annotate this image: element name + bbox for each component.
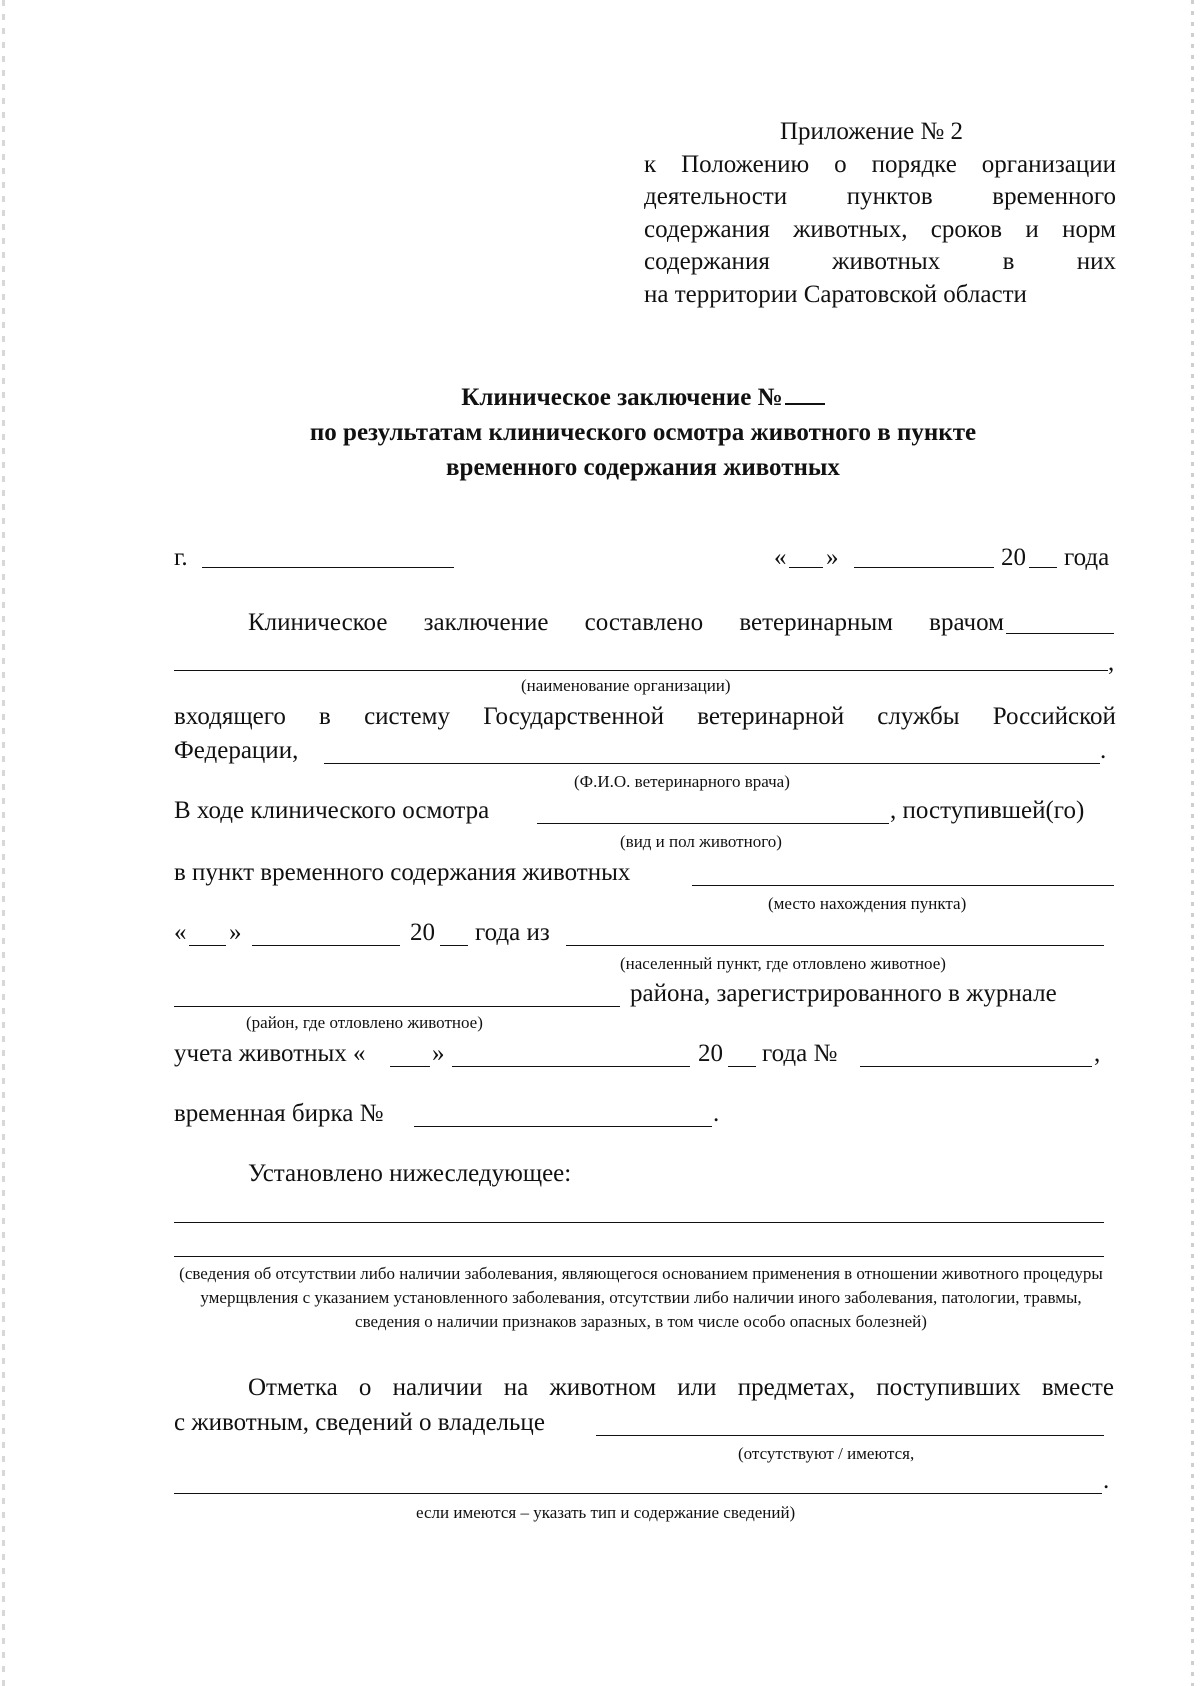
document-title — [170, 380, 1116, 485]
findings-field-1[interactable] — [174, 1222, 1104, 1223]
owner-details-field[interactable] — [174, 1493, 1102, 1494]
caption-point-location: (место нахождения пункта) — [768, 894, 967, 913]
tag-period: . — [713, 1100, 720, 1127]
arrival-year-prefix: 20 — [410, 919, 435, 946]
date-close-quote: » — [826, 544, 839, 571]
scan-edge-right — [1191, 0, 1194, 1686]
tag-number-field[interactable] — [414, 1126, 712, 1127]
date-year-prefix: 20 — [1001, 544, 1026, 571]
org-comma: , — [1108, 649, 1115, 676]
appendix-line-3: содержания животных, сроков и норм — [644, 215, 1116, 243]
date-day-field[interactable] — [789, 567, 823, 568]
findings-field-2[interactable] — [174, 1256, 1104, 1257]
conclusion-number-field[interactable] — [785, 383, 825, 405]
findings-note: (сведения об отсутствии либо наличии заболевания, являющегося основанием применения в отношении животного процедуры умерщвления с указанием установленного заболевания, отсутствии либо наличии иного заболевания, патологии, травмы, сведения о наличии признаков заразных, в том числе особо опасных болезней) — [179, 1264, 1103, 1331]
federation-label: Федерации, — [174, 737, 299, 764]
title-line-2: по результатам клинического осмотра животного в пункте — [309, 419, 977, 446]
city-label: г. — [174, 544, 188, 571]
settlement-field[interactable] — [566, 945, 1104, 946]
intro-line: Клиническое заключение составлено ветеринарным врачом — [248, 609, 1004, 636]
caption-animal-type: (вид и пол животного) — [620, 832, 782, 851]
owner-info-field[interactable] — [596, 1435, 1104, 1436]
caption-owner-2: если имеются – указать тип и содержание сведений) — [416, 1503, 796, 1522]
arrival-month-field[interactable] — [252, 945, 400, 946]
scan-edge-left — [2, 0, 5, 1686]
vet-name-field[interactable] — [324, 763, 1100, 764]
owner-period: . — [1103, 1467, 1110, 1494]
owner-label: с животным, сведений о владельце — [174, 1409, 545, 1436]
arrival-day-field[interactable] — [189, 945, 226, 946]
system-line: входящего в систему Государственной ветеринарной службы Российской — [174, 703, 1116, 730]
journal-day-field[interactable] — [390, 1066, 430, 1067]
point-label: в пункт временного содержания животных — [174, 859, 631, 886]
caption-district: (район, где отловлено животное) — [246, 1013, 483, 1032]
established-label: Установлено нижеследующее: — [248, 1160, 572, 1187]
appendix-line-5: на территории Саратовской области — [644, 280, 1027, 308]
date-month-field[interactable] — [854, 567, 994, 568]
point-location-field[interactable] — [692, 885, 1114, 886]
appendix-line-2: деятельности пунктов временного — [644, 183, 1116, 210]
journal-number-field[interactable] — [860, 1066, 1092, 1067]
federation-period: . — [1100, 737, 1107, 764]
caption-settlement: (населенный пункт, где отловлено животное) — [620, 954, 946, 973]
journal-year-prefix: 20 — [698, 1040, 723, 1067]
date-year-field[interactable] — [1029, 567, 1057, 568]
tag-label: временная бирка № — [174, 1100, 384, 1127]
appendix-block — [644, 116, 1116, 311]
caption-owner-1: (отсутствуют / имеются, — [738, 1444, 915, 1463]
journal-close-quote: » — [432, 1040, 445, 1067]
date-year-suffix: года — [1064, 544, 1110, 571]
caption-vet-name: (Ф.И.О. ветеринарного врача) — [574, 772, 790, 791]
animal-type-field[interactable] — [537, 823, 889, 824]
journal-year-field[interactable] — [728, 1066, 756, 1067]
title-line-3: временного содержания животных — [446, 454, 840, 481]
caption-organization: (наименование организации) — [521, 676, 731, 695]
journal-comma: , — [1094, 1040, 1101, 1067]
arrival-from-label: года из — [475, 919, 550, 946]
journal-number-label: года № — [762, 1040, 838, 1067]
district-field[interactable] — [174, 1006, 620, 1007]
exam-label: В ходе клинического осмотра — [174, 797, 490, 824]
appendix-line-1: к Положению о порядке организации — [644, 150, 1116, 178]
city-field[interactable] — [202, 567, 454, 568]
journal-month-field[interactable] — [452, 1066, 690, 1067]
appendix-line-4: содержания животных в них — [644, 248, 1116, 275]
arrival-open-quote: « — [174, 919, 187, 946]
exam-arrived-label: , поступившей(го) — [890, 797, 1085, 824]
organization-field[interactable] — [174, 670, 1108, 671]
journal-label: учета животных « — [174, 1040, 366, 1067]
district-label: района, зарегистрированного в журнале — [630, 980, 1057, 1007]
arrival-close-quote: » — [229, 919, 242, 946]
date-open-quote: « — [774, 544, 787, 571]
appendix-heading: Приложение № 2 — [780, 118, 964, 145]
title-line-1: Клиническое заключение № — [170, 380, 1116, 415]
vet-field-start[interactable] — [1006, 633, 1114, 634]
mark-line: Отметка о наличии на животном или предметах, поступивших вместе — [248, 1374, 1114, 1401]
arrival-year-field[interactable] — [440, 945, 468, 946]
